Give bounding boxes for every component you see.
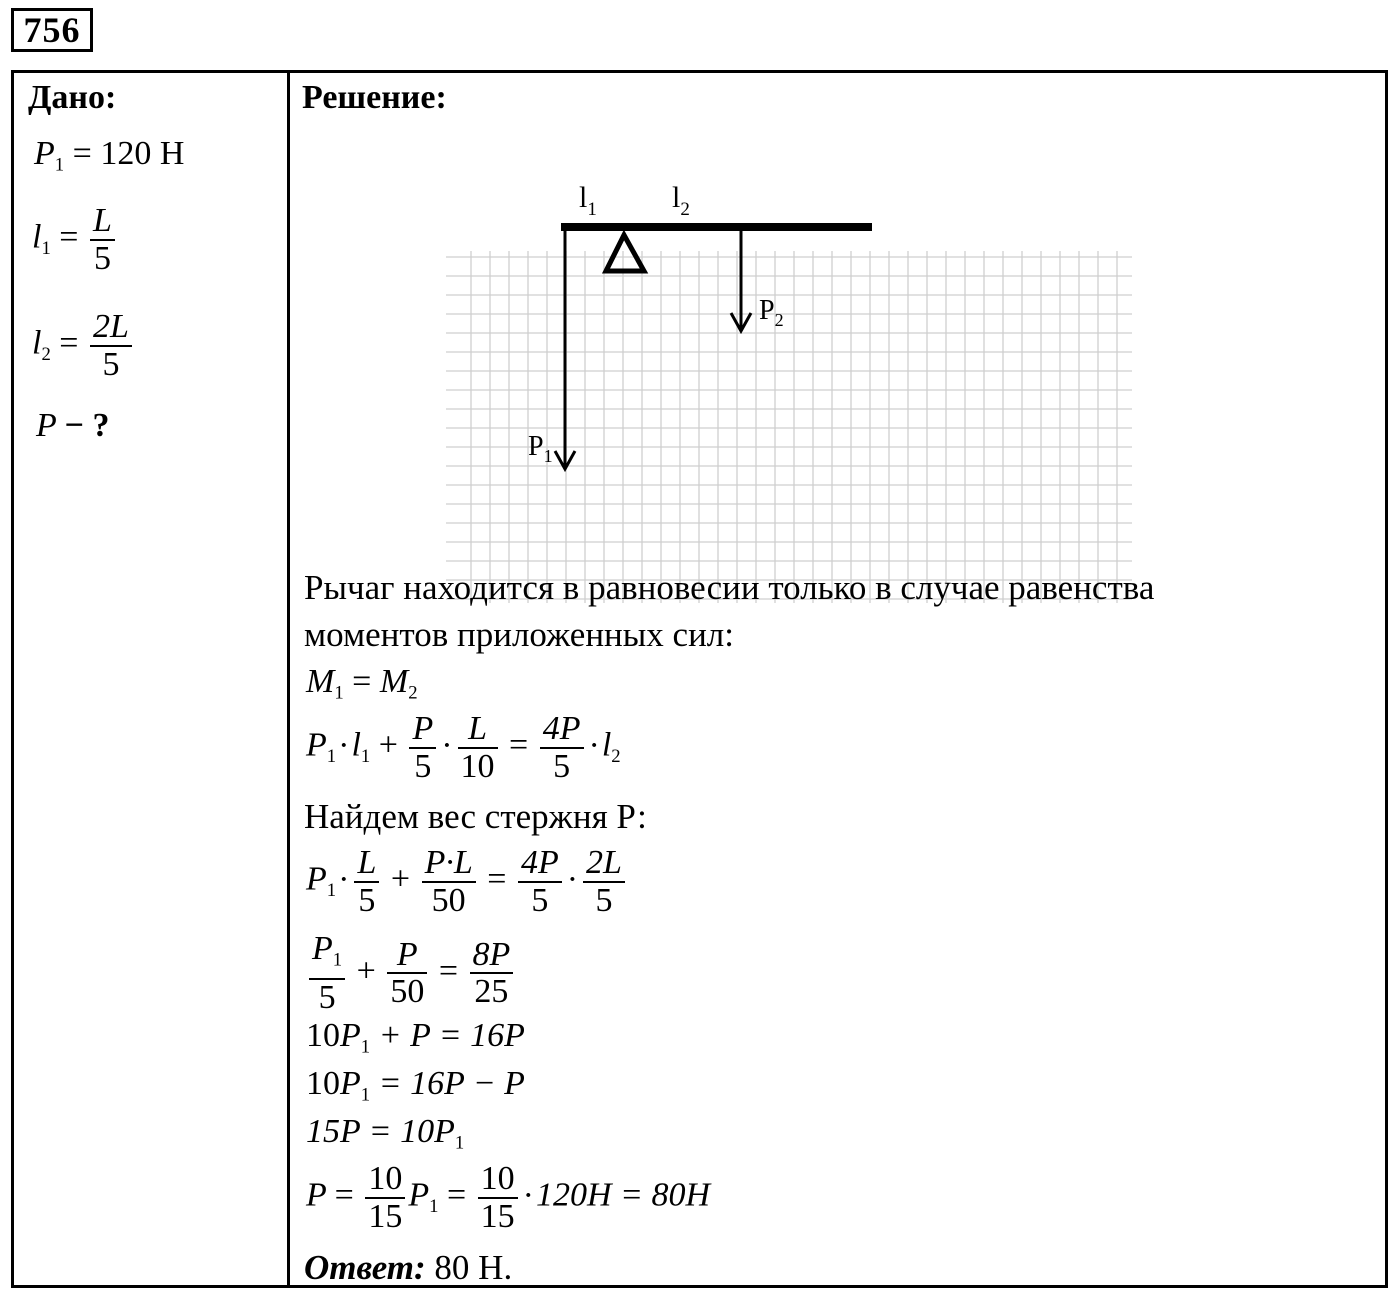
explanation-line-2: моментов приложенных сил: <box>304 615 734 654</box>
given-heading: Дано: <box>28 79 117 116</box>
equation-7: $15P = 10P_1$ <box>306 1113 465 1154</box>
given-l2: $l_2$ = $\frac{2L}{5}$ <box>32 309 135 382</box>
given-l1: $l_1$ = $\frac{L}{5}$ <box>32 203 118 276</box>
equation-5: $10P_1 + P = 16P$ <box>306 1017 525 1058</box>
equation-2: $P_1\cdot l_1$ + $\frac{P}{5}$ · $\frac{L}{10}$ = $\frac{4P}{5}$ $\cdot l_2$ <box>306 710 621 785</box>
solution-heading: Решение: <box>302 79 447 116</box>
grid-paper <box>446 251 1132 603</box>
equation-8: P = $\frac{10}{15}$ $P_1$ = $\frac{10}{15}$ ·120H = 80H <box>306 1160 711 1235</box>
label-p1: $P_1$ <box>528 431 553 466</box>
equation-4: $\frac{P_1}{5}$ + $\frac{P}{50}$ = $\frac{8P}{25}$ <box>306 931 516 1016</box>
equation-6: $10P_1 = 16P - P$ <box>306 1065 525 1106</box>
lever-bar <box>561 223 872 231</box>
label-l1: $l_1$ <box>579 181 597 220</box>
problem-number: 756 <box>11 8 93 52</box>
fulcrum-triangle <box>606 235 644 271</box>
equation-moments: $M_1 = M_2$ <box>306 663 418 704</box>
given-column <box>14 73 287 1285</box>
explanation-line-1: Рычаг находится в равновесии только в случае равенства <box>304 568 1155 607</box>
equation-3: $P_1\cdot$ $\frac{L}{5}$ + $\frac{P\cdot L}{50}$ = $\frac{4P}{5}$ · $\frac{2L}{5}$ <box>306 845 628 918</box>
find-weight-text: Найдем вес стержня Р: <box>304 797 647 836</box>
answer-line: Ответ: 80 Н. <box>304 1248 513 1287</box>
given-unknown: P − ? <box>36 407 110 444</box>
label-p2: $P_2$ <box>759 295 784 330</box>
label-l2: $l_2$ <box>672 181 690 220</box>
solution-table <box>11 70 1388 1288</box>
given-p1: $P_1 = 120$ Н <box>34 135 185 176</box>
